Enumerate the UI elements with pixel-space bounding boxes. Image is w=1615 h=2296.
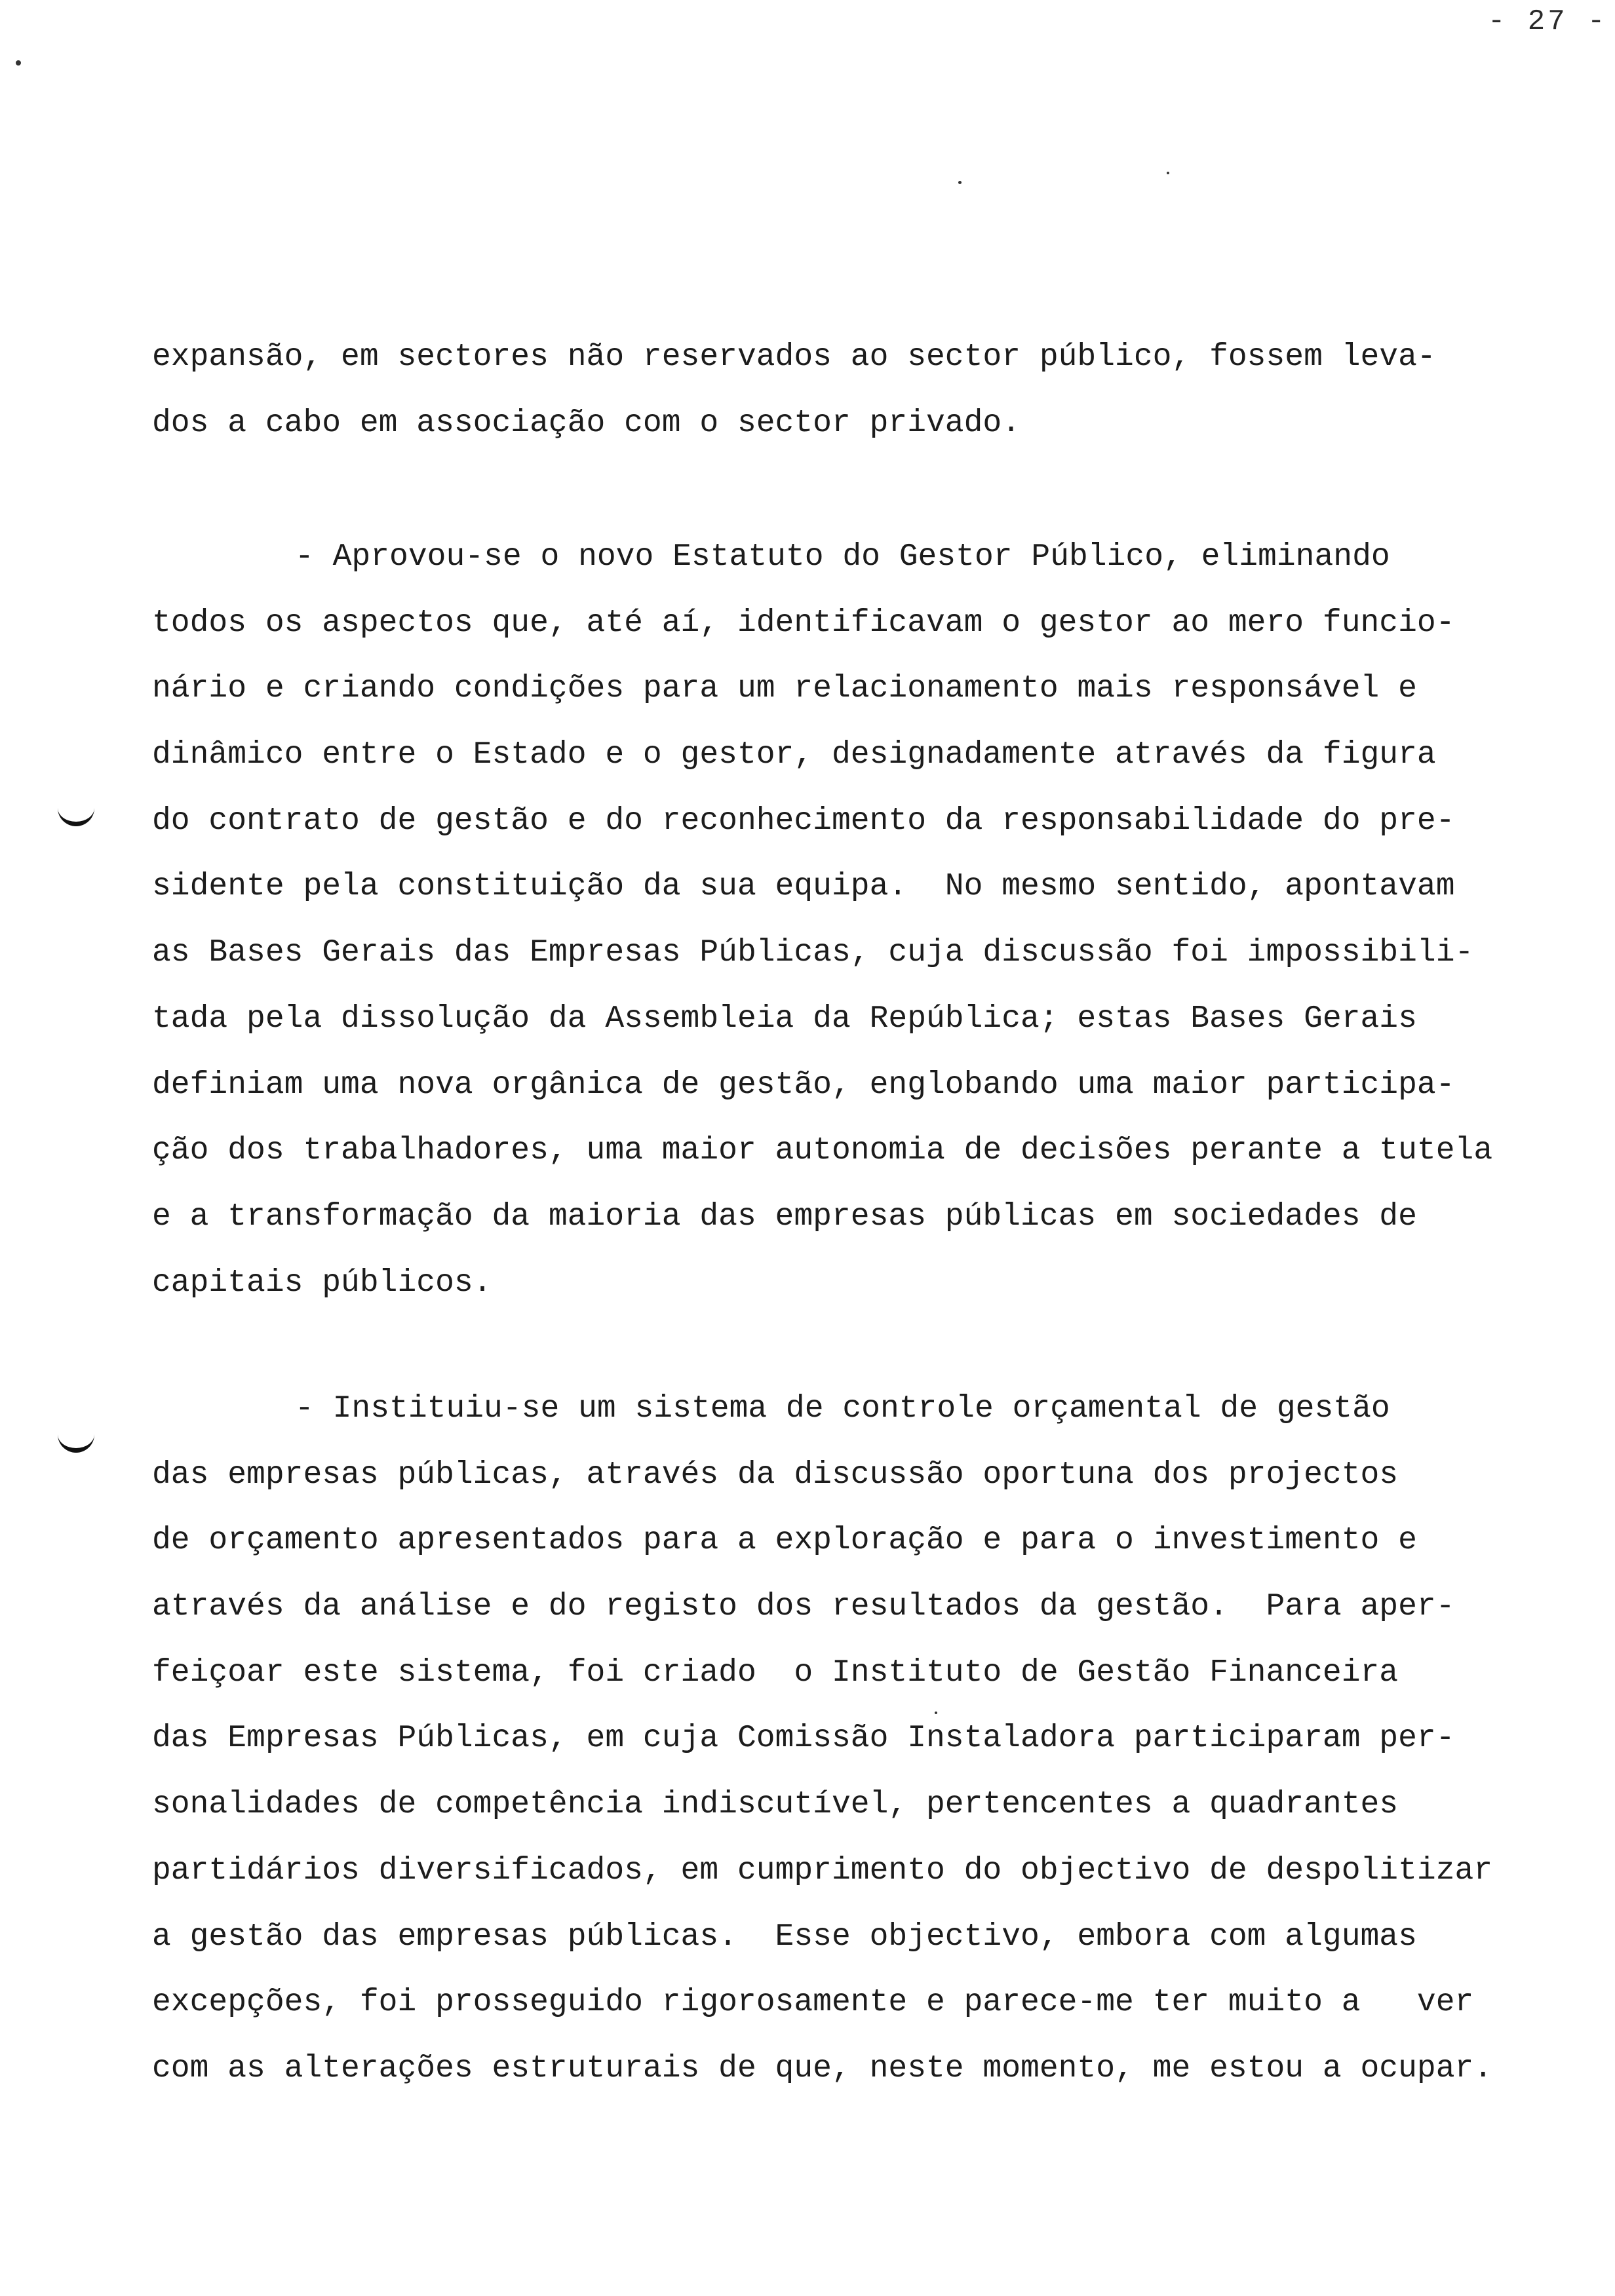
paragraph-2: [152, 524, 1594, 1316]
paragraph-1: [152, 324, 1594, 456]
text-line: partidários diversificados, em cumprimento do objectivo de despolitizar: [152, 1852, 1493, 1888]
text-line: - Aprovou-se o novo Estatuto do Gestor Público, eliminando: [295, 539, 1390, 575]
text-line: das empresas públicas, através da discussão oportuna dos projectos: [152, 1457, 1399, 1493]
text-line: com as alterações estruturais de que, neste momento, me estou a ocupar.: [152, 2050, 1493, 2086]
text-line: e a transformação da maioria das empresas públicas em sociedades de: [152, 1198, 1417, 1234]
text-line: nário e criando condições para um relacionamento mais responsável e: [152, 671, 1417, 707]
text-line: excepções, foi prosseguido rigorosamente e parece-me ter muito a ver: [152, 1985, 1474, 2021]
text-line: a gestão das empresas públicas. Esse objectivo, embora com algumas: [152, 1919, 1417, 1955]
text-line: sidente pela constituição da sua equipa. No mesmo sentido, apontavam: [152, 869, 1455, 905]
margin-check-mark: [58, 1434, 94, 1453]
text-line: todos os aspectos que, até aí, identificavam o gestor ao mero funcio-: [152, 605, 1455, 641]
margin-check-mark: [58, 807, 94, 826]
scan-speck: [1167, 172, 1169, 174]
text-line: expansão, em sectores não reservados ao sector público, fossem leva-: [152, 339, 1436, 375]
text-line: feiçoar este sistema, foi criado o Instituto de Gestão Financeira: [152, 1655, 1399, 1691]
text-line: das Empresas Públicas, em cuja Comissão Instaladora participaram per-: [152, 1721, 1455, 1757]
text-line: - Instituiu-se um sistema de controle orçamental de gestão: [295, 1391, 1390, 1426]
text-line: de orçamento apresentados para a exploração e para o investimento e: [152, 1523, 1417, 1559]
text-line: ção dos trabalhadores, uma maior autonomia de decisões perante a tutela: [152, 1133, 1493, 1169]
text-line: as Bases Gerais das Empresas Públicas, cuja discussão foi impossibili-: [152, 935, 1474, 971]
scan-speck: [958, 181, 962, 184]
page-number: - 27 -: [1488, 5, 1608, 38]
text-line: capitais públicos.: [152, 1265, 492, 1301]
text-line: sonalidades de competência indiscutível, pertencentes a quadrantes: [152, 1787, 1399, 1823]
text-line: dos a cabo em associação com o sector privado.: [152, 405, 1021, 441]
text-line: através da análise e do registo dos resultados da gestão. Para aper-: [152, 1589, 1455, 1625]
scan-speck: [16, 60, 21, 66]
paragraph-3: [152, 1376, 1594, 2102]
text-line: definiam uma nova orgânica de gestão, englobando uma maior participa-: [152, 1067, 1455, 1103]
text-line: dinâmico entre o Estado e o gestor, designadamente através da figura: [152, 737, 1436, 773]
text-line: tada pela dissolução da Assembleia da República; estas Bases Gerais: [152, 1001, 1417, 1037]
text-line: do contrato de gestão e do reconhecimento da responsabilidade do pre-: [152, 803, 1455, 839]
